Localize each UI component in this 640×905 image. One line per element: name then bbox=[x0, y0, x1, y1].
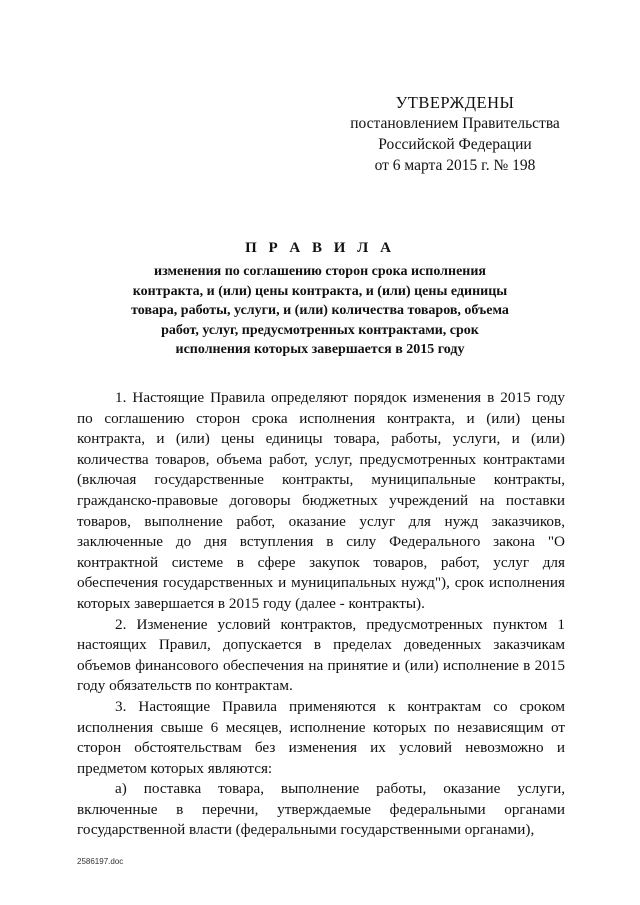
approval-line: Российской Федерации bbox=[378, 136, 532, 153]
subtitle-line: контракта, и (или) цены контракта, и (или) цены единицы bbox=[132, 283, 508, 299]
subtitle-line: исполнения которых завершается в 2015 году bbox=[175, 342, 465, 357]
paragraph-3: 3. Настоящие Правила применяются к контрактам со сроком исполнения свыше 6 месяцев, исполнение которых по независящим от сторон обстоятельствам без изменения их условий невозможно и предметом которых являются: bbox=[77, 697, 565, 777]
paragraph-1: 1. Настоящие Правила определяют порядок изменения в 2015 году по соглашению сторон срока исполнения контракта, и (или) цены контракта, и (или) цены единицы товара, работы, услуги, и (или) количества товаров, объема работ, услуг, предусмотренных контрактами (включая государственные контракты, муниципальные контракты, гражданско-правовые договоры бюджетных учреждений на поставки товаров, выполнение работ, оказание услуг для нужд заказчиков, заключенные до дня вступления в силу Федерального закона "О контрактной системе в сфере закупок товаров, работ, услуг для обеспечения государственных и муниципальных нужд"), срок исполнения которых завершается в 2015 году (далее - контракты). bbox=[77, 389, 565, 612]
paragraph-2: 2. Изменение условий контрактов, предусмотренных пунктом 1 настоящих Правил, допускается в пределах доведенных заказчикам объемов финансового обеспечения на принятие и (или) исполнение в 2015 году обязательств по контрактам. bbox=[77, 615, 565, 695]
approval-line: постановлением Правительства bbox=[350, 115, 560, 132]
approval-date-number: от 6 марта 2015 г. № 198 bbox=[374, 157, 536, 174]
paragraph-3a: а) поставка товара, выполнение работы, оказание услуги, включенные в перечни, утверждаемые федеральными органами государственной власти (федеральными государственными органами), bbox=[77, 780, 565, 839]
subtitle-line: работ, услуг, предусмотренных контрактами, срок bbox=[161, 322, 479, 338]
approval-block bbox=[330, 92, 580, 176]
document-title: П Р А В И Л А bbox=[245, 240, 395, 256]
subtitle-line: товара, работы, услуги, и (или) количества товаров, объема bbox=[131, 303, 509, 318]
file-name-footer: 2586197.doc bbox=[77, 857, 124, 866]
approval-heading: УТВЕРЖДЕНЫ bbox=[395, 93, 515, 112]
document-body bbox=[77, 388, 565, 841]
subtitle-line: изменения по соглашению сторон срока исполнения bbox=[154, 264, 486, 279]
document-subtitle bbox=[110, 262, 530, 360]
